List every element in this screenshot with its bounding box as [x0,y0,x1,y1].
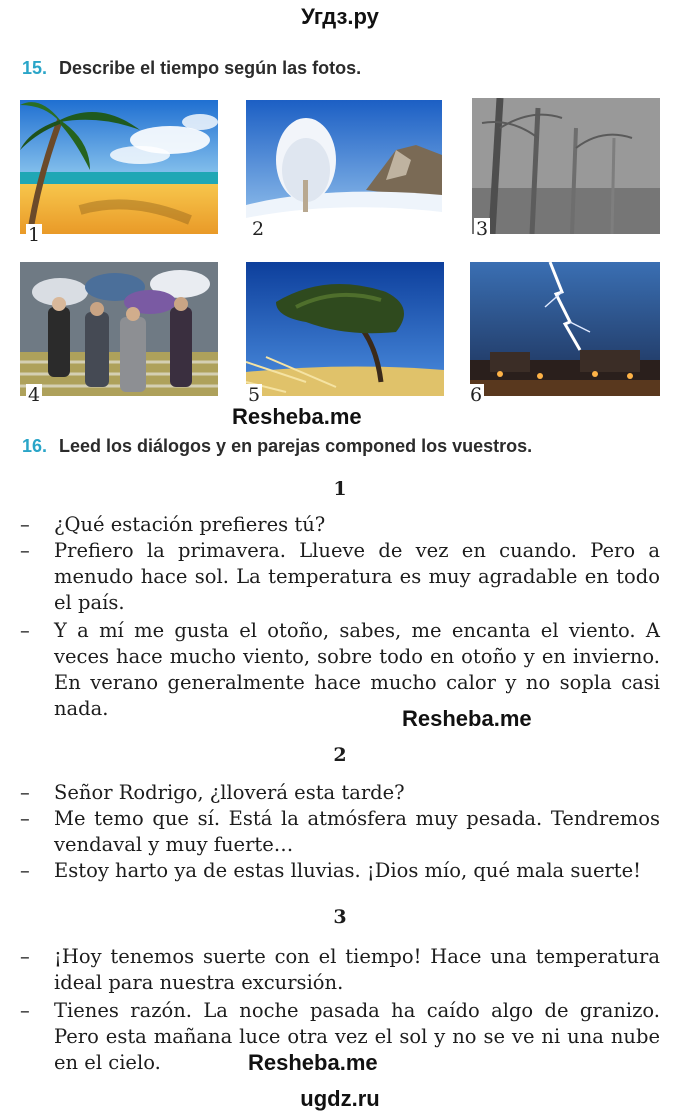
dialog-text: ¡Hoy tenemos suerte con el tiempo! Hace una temperatura [54,945,660,968]
photo-beach [20,100,218,234]
dialog-text: Estoy harto ya de estas lluvias. ¡Dios mío, qué mala suerte! [54,859,642,882]
photo-storm [470,262,660,396]
dialog-text: Me temo que sí. Está la atmósfera muy pesada. Tendremos [54,807,660,830]
dialog-text: el país. [54,591,125,614]
dialog-text: Tienes razón. La noche pasada ha caído algo de granizo. [54,999,660,1022]
lightning-city-icon [470,262,660,396]
beach-palm-icon [20,100,218,234]
windy-tree-icon [246,262,444,396]
dialog-text: menudo hace sol. La temperatura es muy agradable en todo [54,565,660,588]
dialog-line [20,970,660,996]
dialog-number-1: 1 [333,478,347,500]
dash: – [20,539,30,562]
site-footer: ugdz.ru [300,1086,380,1111]
dialog-text: ideal para nuestra excursión. [54,971,344,994]
dialog-line [20,998,660,1024]
dialog-text: en el cielo. [54,1051,161,1074]
photo-number-5: 5 [248,384,261,406]
dialog-line [20,832,660,858]
dialog-number-2: 2 [333,744,347,766]
dialog-text: Prefiero la primavera. Llueve de vez en cuando. Pero a [54,539,660,562]
snowy-tree-icon [246,100,442,234]
watermark: Resheba.me [232,404,362,429]
photo-snow [246,100,442,234]
dash: – [20,781,30,804]
photo-wind [246,262,444,396]
exercise-16-number: 16. [22,436,48,456]
dialog-text: nada. [54,697,109,720]
dialog-text: Pero esta mañana luce otra vez el sol y no se ve ni una nube [54,1025,660,1048]
dialog-line [20,538,660,564]
exercise-15-heading [22,58,361,79]
dialog-text: ¿Qué estación prefieres tú? [54,513,326,536]
dialog-text: veces hace mucho viento, sobre todo en otoño y en invierno. [54,645,660,668]
dialog-line [20,512,660,538]
dash: – [20,513,30,536]
dash: – [20,945,30,968]
photo-number-1: 1 [28,224,41,246]
exercise-16-heading [22,436,532,457]
site-header: Угдз.ру [301,4,379,29]
exercise-16-title: Leed los diálogos y en parejas componed los vuestros. [59,436,533,456]
dialog-line [20,670,660,696]
dialog-line [20,858,660,884]
watermark: Resheba.me [248,1050,378,1075]
dialog-line [20,806,660,832]
dash: – [20,807,30,830]
photo-fog [472,98,660,234]
dash: – [20,999,30,1022]
photo-rain [20,262,218,396]
photo-number-3: 3 [476,218,489,240]
dialog-line [20,780,660,806]
dialog-line [20,696,660,722]
dialog-line [20,644,660,670]
dialog-text: Señor Rodrigo, ¿lloverá esta tarde? [54,781,405,804]
dash: – [20,619,30,642]
people-umbrellas-icon [20,262,218,396]
dialog-line [20,590,660,616]
dash: – [20,859,30,882]
dialog-line [20,618,660,644]
exercise-15-number: 15. [22,58,48,78]
watermark: Resheba.me [402,706,532,731]
exercise-15-title: Describe el tiempo según las fotos. [59,58,362,78]
dialog-text: Y a mí me gusta el otoño, sabes, me encanta el viento. A [54,619,660,642]
dialog-text: vendaval y muy fuerte… [54,833,294,856]
dialog-number-3: 3 [333,906,347,928]
photo-number-6: 6 [470,384,483,406]
photo-number-2: 2 [252,218,265,240]
photo-number-4: 4 [28,384,41,406]
foggy-forest-icon [472,98,660,234]
dialog-line [20,944,660,970]
dialog-line [20,1024,660,1050]
dialog-line [20,564,660,590]
dialog-text: En verano generalmente hace mucho calor y no sopla casi [54,671,660,694]
